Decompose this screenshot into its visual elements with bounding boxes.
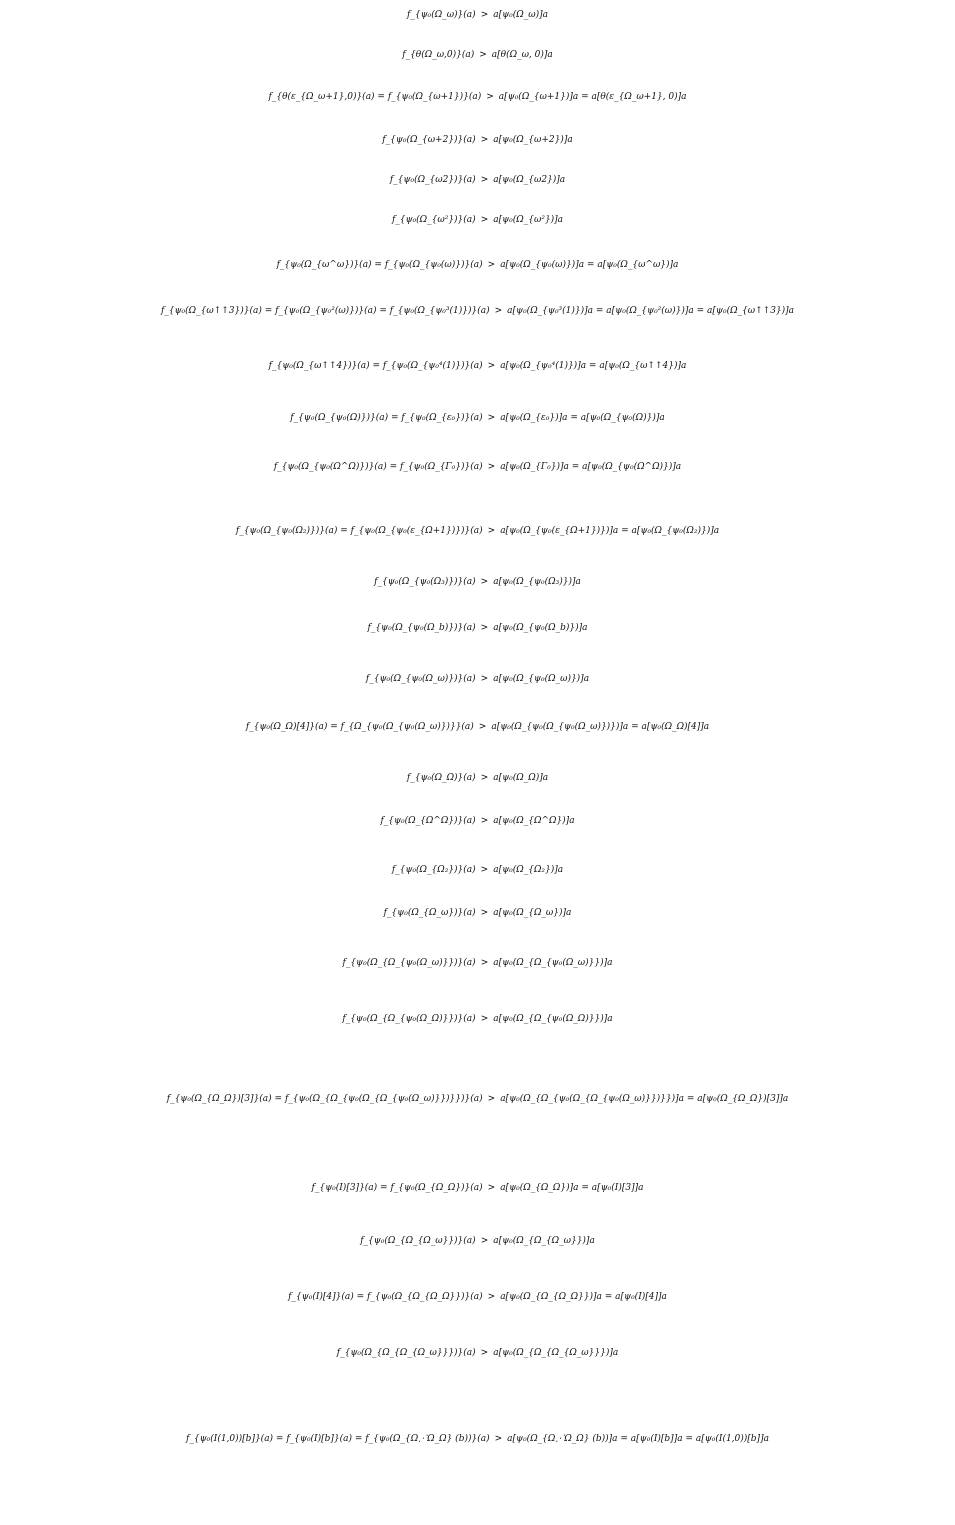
equation-row: [0, 216, 955, 225]
equation-rhs: a[ψ₀(Ω_{ω+2})]a: [493, 135, 573, 145]
equation-row: [0, 463, 955, 472]
equation-lhs: f_{ψ₀(Ω_{ω²})}(a): [391, 215, 476, 225]
equation-row: [0, 624, 955, 633]
equation-row: [0, 51, 955, 60]
equation-row: [0, 866, 955, 875]
equation-lhs: f_{ψ₀(Ω_{Ω_ω})}(a): [383, 908, 476, 918]
equation-lhs: f_{ψ₀(Ω_{ω2})}(a): [389, 175, 476, 185]
equation-lhs: f_{ψ₀(Ω_{Ω₂})}(a): [391, 865, 476, 875]
equation-operator: >: [478, 722, 487, 732]
equation-rhs: a[ψ₀(Ω_{Ω_Ω})]a = a[ψ₀(I)[3]]a: [500, 1183, 644, 1193]
equation-rhs: a[ψ₀(Ω_{ψ₀⁴(1)})]a = a[ψ₀(Ω_{ω↑↑4})]a: [500, 361, 687, 371]
equation-lhs: f_{ψ₀(Ω_{Ω_{ψ₀(Ω_ω)}})}(a): [342, 958, 476, 968]
equation-operator: >: [480, 908, 489, 918]
equation-row: [0, 307, 955, 316]
equation-row: [0, 723, 955, 732]
equation-rhs: a[ψ₀(Ω_{ψ₀(Ω_b)})]a: [493, 623, 588, 633]
equation-rhs: a[ψ₀(Ω_{ψ₀(Ω₃)})]a: [493, 577, 581, 587]
equation-operator: >: [487, 526, 496, 536]
equation-row: [0, 1184, 955, 1193]
equation-operator: >: [480, 773, 489, 783]
equation-lhs: f_{ψ₀(Ω_{ψ₀(Ω₂)})}(a) = f_{ψ₀(Ω_{ψ₀(ε_{Ω+1})})}(a): [235, 526, 483, 536]
equation-lhs: f_{ψ₀(Ω_{ψ₀(Ω_ω)})}(a): [365, 674, 476, 684]
equation-row: [0, 909, 955, 918]
equation-lhs: f_{ψ₀(Ω_{Ω_{Ω_{Ω_ω}}})}(a): [336, 1348, 476, 1358]
equation-operator: >: [494, 306, 503, 316]
equation-row: [0, 261, 955, 270]
equation-row: [0, 1015, 955, 1024]
equation-lhs: f_{ψ₀(Ω_{ω+2})}(a): [382, 135, 476, 145]
equation-lhs: f_{θ(ε_{Ω_ω+1},0)}(a) = f_{ψ₀(Ω_{ω+1})}(a): [268, 92, 482, 102]
equation-operator: >: [480, 577, 489, 587]
equation-row: [0, 362, 955, 371]
equation-rhs: a[ψ₀(Ω_{ψ₀(ε_{Ω+1})})]a = a[ψ₀(Ω_{ψ₀(Ω₂)})]a: [500, 526, 720, 536]
equation-row: [0, 1293, 955, 1302]
equation-rhs: a[ψ₀(Ω_{ω+1})]a = a[θ(ε_{Ω_ω+1}, 0)]a: [498, 92, 687, 102]
equation-lhs: f_{ψ₀(Ω_{ψ₀(Ω₃)})}(a): [374, 577, 476, 587]
equation-row: [0, 675, 955, 684]
equation-rhs: a[ψ₀(Ω_{ψ₀(ω)})]a = a[ψ₀(Ω_{ω^ω})]a: [500, 260, 679, 270]
equation-operator: >: [487, 260, 496, 270]
equation-row: [0, 176, 955, 185]
equation-operator: >: [479, 50, 487, 60]
equation-row: [0, 136, 955, 145]
equation-rhs: a[ψ₀(Ω_{ψ₀(Ω_{ψ₀(Ω_ω)})})]a = a[ψ₀(Ω_Ω)[4]]a: [491, 722, 710, 732]
equation-rhs: a[θ(Ω_ω, 0)]a: [491, 50, 553, 60]
equation-row: [0, 817, 955, 826]
equation-lhs: f_{ψ₀(I)[4]}(a) = f_{ψ₀(Ω_{Ω_{Ω_Ω}})}(a): [288, 1292, 483, 1302]
equation-rhs: a[ψ₀(Ω_{ψ₀³(1)})]a = a[ψ₀(Ω_{ψ₀²(ω)})]a = a[ψ₀(Ω_{ω↑↑3})]a: [507, 306, 795, 316]
equation-operator: >: [487, 462, 496, 472]
equation-lhs: f_{ψ₀(I(1,0))[b]}(a) = f_{ψ₀(I)[b]}(a) = f_{ψ₀(Ω_{Ω⋰Ω_Ω} (b))}(a): [186, 1434, 490, 1444]
equation-rhs: a[ψ₀(Ω_{ω²})]a: [493, 215, 564, 225]
equation-lhs: f_{ψ₀(Ω_{Ω_Ω})[3]}(a) = f_{ψ₀(Ω_{Ω_{ψ₀(Ω_{Ω_{ψ₀(Ω_ω)}})}})}(a): [166, 1094, 483, 1104]
equation-row: [0, 774, 955, 783]
equation-operator: >: [480, 215, 489, 225]
equation-lhs: f_{θ(Ω_ω,0)}(a): [402, 50, 475, 60]
equation-rhs: a[ψ₀(Ω_{Ω^Ω})]a: [493, 816, 575, 826]
equation-rhs: a[ψ₀(Ω_{Ω_{ψ₀(Ω_Ω)}})]a: [493, 1014, 613, 1024]
equation-rhs: a[ψ₀(Ω_{Ω₂})]a: [493, 865, 564, 875]
equation-row: [0, 1095, 955, 1104]
equation-operator: >: [480, 958, 489, 968]
equation-lhs: f_{ψ₀(Ω_ω)}(a): [407, 10, 476, 20]
equation-rhs: a[ψ₀(Ω_Ω)]a: [493, 773, 549, 783]
equation-row: [0, 93, 955, 102]
equation-operator: >: [480, 1236, 489, 1246]
equation-rhs: a[ψ₀(Ω_ω)]a: [493, 10, 548, 20]
equation-row: [0, 11, 955, 20]
equation-lhs: f_{ψ₀(Ω_{ω↑↑3})}(a) = f_{ψ₀(Ω_{ψ₀²(ω)})}(a) = f_{ψ₀(Ω_{ψ₀³(1)})}(a): [160, 306, 490, 316]
equation-row: [0, 1237, 955, 1246]
equation-row: [0, 1349, 955, 1358]
equation-operator: >: [480, 674, 489, 684]
equation-row: [0, 414, 955, 423]
equation-operator: >: [480, 1014, 489, 1024]
equation-row: [0, 527, 955, 536]
equation-operator: >: [480, 135, 489, 145]
equation-lhs: f_{ψ₀(Ω_{Ω_{ψ₀(Ω_Ω)}})}(a): [342, 1014, 476, 1024]
equation-rhs: a[ψ₀(Ω_{Ω_{ψ₀(Ω_ω)}})]a: [493, 958, 613, 968]
equation-operator: >: [494, 1434, 503, 1444]
equation-rhs: a[ψ₀(Ω_{Ω_ω})]a: [493, 908, 572, 918]
equation-lhs: f_{ψ₀(Ω_Ω)[4]}(a) = f_{Ω_{ψ₀(Ω_{ψ₀(Ω_ω)})}}(a): [245, 722, 474, 732]
equation-operator: >: [480, 816, 489, 826]
equation-rhs: a[ψ₀(Ω_{ω2})]a: [493, 175, 566, 185]
equation-operator: >: [480, 175, 489, 185]
equation-row: [0, 959, 955, 968]
equation-operator: >: [487, 1094, 496, 1104]
equation-rhs: a[ψ₀(Ω_{ψ₀(Ω_ω)})]a: [493, 674, 590, 684]
equation-row: [0, 578, 955, 587]
equation-rhs: a[ψ₀(Ω_{Ω_{Ω_{Ω_ω}}})]a: [493, 1348, 619, 1358]
equation-lhs: f_{ψ₀(I)[3]}(a) = f_{ψ₀(Ω_{Ω_Ω})}(a): [311, 1183, 483, 1193]
equation-operator: >: [487, 361, 496, 371]
equation-rhs: a[ψ₀(Ω_{Ω_{Ω_Ω}})]a = a[ψ₀(I)[4]]a: [500, 1292, 667, 1302]
equation-lhs: f_{ψ₀(Ω_Ω)}(a): [406, 773, 476, 783]
equation-operator: >: [480, 10, 489, 20]
equation-operator: >: [487, 1183, 496, 1193]
equation-rhs: a[ψ₀(Ω_{Γ₀})]a = a[ψ₀(Ω_{ψ₀(Ω^Ω)})]a: [500, 462, 682, 472]
equation-operator: >: [480, 623, 489, 633]
equation-lhs: f_{ψ₀(Ω_{ψ₀(Ω^Ω)})}(a) = f_{ψ₀(Ω_{Γ₀})}(a): [273, 462, 483, 472]
equation-rhs: a[ψ₀(Ω_{ε₀})]a = a[ψ₀(Ω_{ψ₀(Ω)})]a: [500, 413, 665, 423]
equation-lhs: f_{ψ₀(Ω_{ω↑↑4})}(a) = f_{ψ₀(Ω_{ψ₀⁴(1)})}(a): [268, 361, 483, 371]
equation-operator: >: [487, 413, 496, 423]
equation-operator: >: [487, 1292, 496, 1302]
equation-row: [0, 1435, 955, 1444]
equation-rhs: a[ψ₀(Ω_{Ω_{Ω_ω}})]a: [493, 1236, 595, 1246]
equation-lhs: f_{ψ₀(Ω_{ψ₀(Ω)})}(a) = f_{ψ₀(Ω_{ε₀})}(a): [290, 413, 483, 423]
equation-rhs: a[ψ₀(Ω_{Ω⋰Ω_Ω} (b))]a = a[ψ₀(I)[b]]a = a[ψ₀(I(1,0))[b]]a: [507, 1434, 769, 1444]
equation-lhs: f_{ψ₀(Ω_{Ω_{Ω_ω}})}(a): [360, 1236, 476, 1246]
equation-lhs: f_{ψ₀(Ω_{Ω^Ω})}(a): [380, 816, 476, 826]
equation-lhs: f_{ψ₀(Ω_{ψ₀(Ω_b)})}(a): [367, 623, 476, 633]
equation-lhs: f_{ψ₀(Ω_{ω^ω})}(a) = f_{ψ₀(Ω_{ψ₀(ω)})}(a): [276, 260, 483, 270]
equation-rhs: a[ψ₀(Ω_{Ω_{ψ₀(Ω_{Ω_{ψ₀(Ω_ω)}})}})]a = a[ψ₀(Ω_{Ω_Ω})[3]]a: [500, 1094, 789, 1104]
equation-operator: >: [480, 865, 489, 875]
equation-operator: >: [486, 92, 494, 102]
equation-operator: >: [480, 1348, 489, 1358]
